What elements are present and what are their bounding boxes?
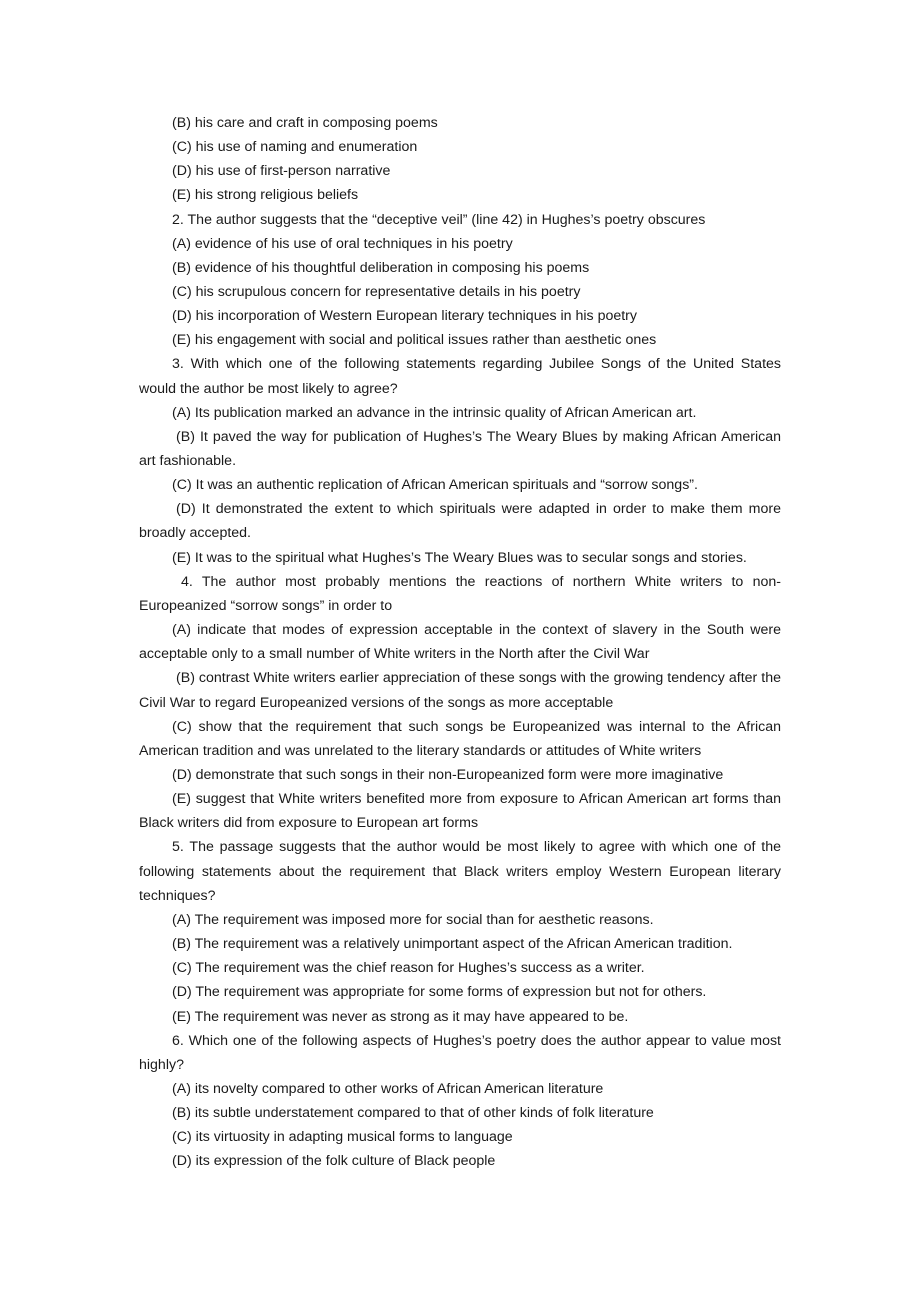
question-text	[139, 111, 781, 1174]
q4-option-e: (E) suggest that White writers benefited more from exposure to African American art forms than Black writers did from exposure to European art forms	[139, 791, 781, 832]
q5-option-c: (C) The requirement was the chief reason for Hughes’s success as a writer.	[172, 960, 645, 977]
q2-option-d: (D) his incorporation of Western European literary techniques in his poetry	[172, 308, 638, 325]
q5-option-a: (A) The requirement was imposed more for social than for aesthetic reasons.	[172, 911, 654, 928]
q1-option-b: (B) his care and craft in composing poems	[172, 115, 438, 131]
q2-option-e: (E) his engagement with social and political issues rather than aesthetic ones	[172, 332, 657, 349]
q5-option-e: (E) The requirement was never as strong as it may have appeared to be.	[172, 1008, 629, 1025]
q4-option-a: (A) indicate that modes of expression acceptable in the context of slavery in the South were acceptable only to a small number of White writers in the North after the Civil War	[139, 622, 781, 663]
q4-stem: 4. The author most probably mentions the reactions of northern White writers to non-Europeanized “sorrow songs” in order to	[139, 573, 781, 614]
q2-option-a: (A) evidence of his use of oral techniques in his poetry	[172, 235, 513, 252]
q5-stem: 5. The passage suggests that the author would be most likely to agree with which one of the following statements about the requirement that Black writers employ Western European literary techniques?	[139, 839, 781, 904]
q5-option-d: (D) The requirement was appropriate for some forms of expression but not for others.	[172, 984, 707, 1001]
q2-option-b: (B) evidence of his thoughtful deliberation in composing his poems	[172, 259, 590, 276]
q3-stem: 3. With which one of the following statements regarding Jubilee Songs of the United States would the author be most likely to agree?	[139, 356, 781, 397]
q1-option-d: (D) his use of first-person narrative	[172, 163, 391, 180]
q1-option-e: (E) his strong religious beliefs	[172, 187, 359, 204]
q3-option-a: (A) Its publication marked an advance in the intrinsic quality of African American art.	[172, 404, 697, 421]
q2-stem: 2. The author suggests that the “deceptive veil” (line 42) in Hughes’s poetry obscures	[172, 211, 706, 228]
q1-option-c: (C) his use of naming and enumeration	[172, 139, 418, 156]
q3-option-e: (E) It was to the spiritual what Hughes’s The Weary Blues was to secular songs and stories.	[172, 549, 747, 566]
q2-option-c: (C) his scrupulous concern for representative details in his poetry	[172, 283, 581, 300]
q6-option-a: (A) its novelty compared to other works of African American literature	[172, 1080, 604, 1097]
q3-option-c: (C) It was an authentic replication of African American spirituals and “sorrow songs”.	[172, 477, 698, 494]
q4-option-c: (C) show that the requirement that such songs be Europeanized was internal to the African American tradition and was unrelated to the literary standards or attitudes of White writers	[139, 718, 781, 759]
q5-option-b: (B) The requirement was a relatively unimportant aspect of the African American tradition.	[172, 936, 733, 953]
q6-stem: 6. Which one of the following aspects of Hughes’s poetry does the author appear to value most highly?	[139, 1032, 781, 1073]
q4-option-d: (D) demonstrate that such songs in their non-Europeanized form were more imaginative	[172, 767, 724, 784]
q6-option-c: (C) its virtuosity in adapting musical forms to language	[172, 1129, 513, 1146]
q3-option-b: (B) It paved the way for publication of Hughes’s The Weary Blues by making African American art fashionable.	[139, 428, 781, 470]
q6-option-d: (D) its expression of the folk culture of Black people	[172, 1153, 496, 1170]
q6-option-b: (B) its subtle understatement compared to that of other kinds of folk literature	[172, 1105, 654, 1122]
q4-option-b: (B) contrast White writers earlier appreciation of these songs with the growing tendency after the Civil War to regard Europeanized versions of the songs as more acceptable	[139, 670, 781, 711]
q3-option-d: (D) It demonstrated the extent to which spirituals were adapted in order to make them more broadly accepted.	[139, 501, 781, 542]
